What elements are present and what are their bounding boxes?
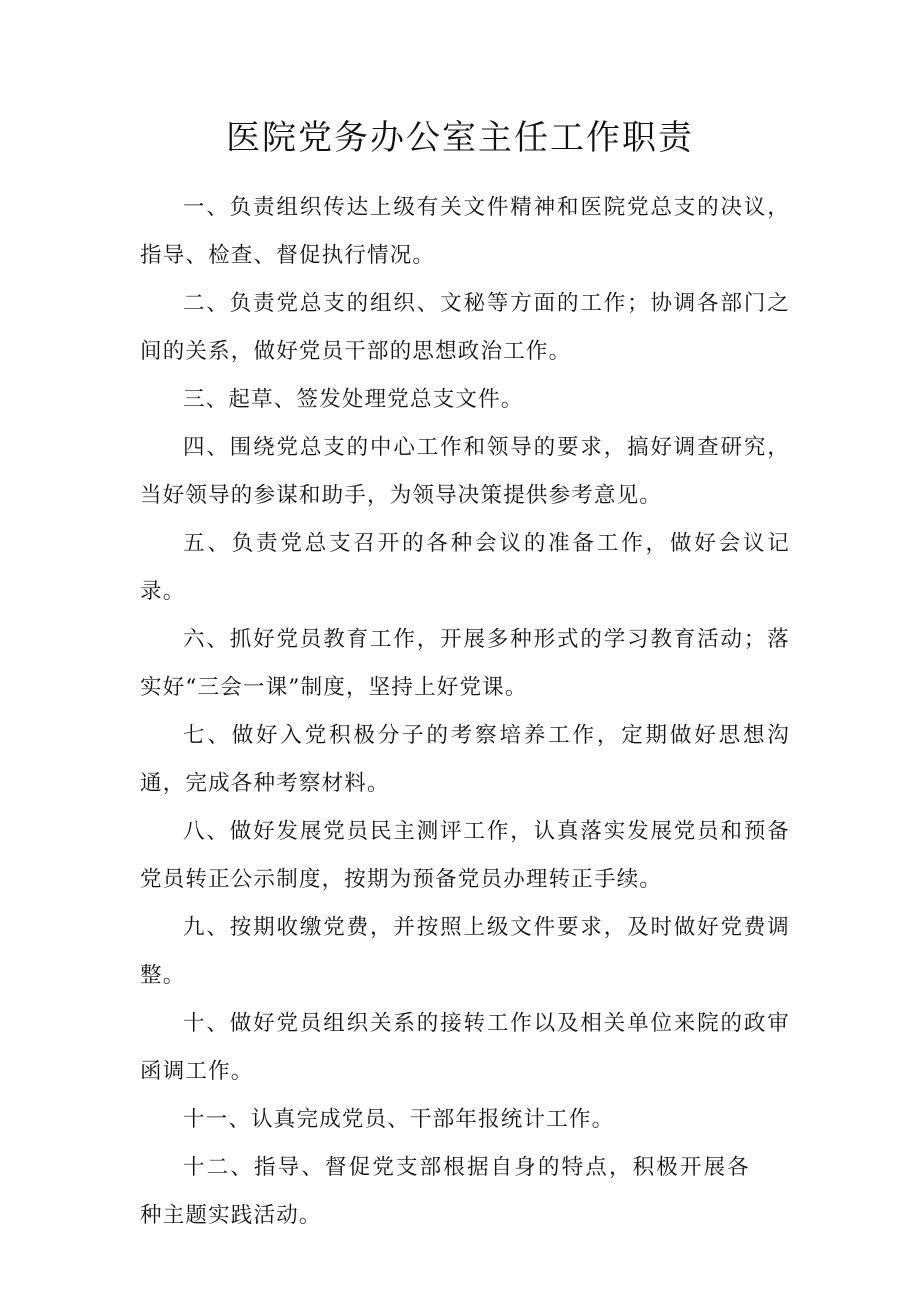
duty-item-3: 三、起草、签发处理党总支文件。 bbox=[183, 387, 524, 412]
duty-item-12: 十二、指导、督促党支部根据自身的特点，积极开展各种主题实践活动。 bbox=[140, 1155, 750, 1228]
duty-item-4: 四、围绕党总支的中心工作和领导的要求，搞好调查研究，当好领导的参谋和助手，为领导决策提供参考意见。 bbox=[140, 435, 790, 508]
duty-item-5: 五、负责党总支召开的各种会议的准备工作，做好会议记录。 bbox=[140, 531, 790, 604]
duty-item-9: 九、按期收缴党费，并按照上级文件要求，及时做好党费调整。 bbox=[140, 915, 790, 988]
document-title: 医院党务办公室主任工作职责 bbox=[226, 118, 694, 158]
duty-item-7: 七、做好入党积极分子的考察培养工作，定期做好思想沟通，完成各种考察材料。 bbox=[140, 723, 790, 796]
duty-item-1: 一、负责组织传达上级有关文件精神和医院党总支的决议，指导、检查、督促执行情况。 bbox=[140, 195, 790, 268]
duty-item-11: 十一、认真完成党员、干部年报统计工作。 bbox=[183, 1107, 615, 1132]
duty-item-6: 六、抓好党员教育工作，开展多种形式的学习教育活动；落实好“三会一课”制度，坚持上好党课。 bbox=[140, 627, 790, 700]
duty-item-10: 十、做好党员组织关系的接转工作以及相关单位来院的政审函调工作。 bbox=[140, 1011, 790, 1084]
duty-item-8: 八、做好发展党员民主测评工作，认真落实发展党员和预备党员转正公示制度，按期为预备党员办理转正手续。 bbox=[140, 819, 790, 892]
duty-item-2: 二、负责党总支的组织、文秘等方面的工作；协调各部门之间的关系，做好党员干部的思想政治工作。 bbox=[140, 291, 790, 364]
document-body bbox=[140, 184, 790, 1240]
